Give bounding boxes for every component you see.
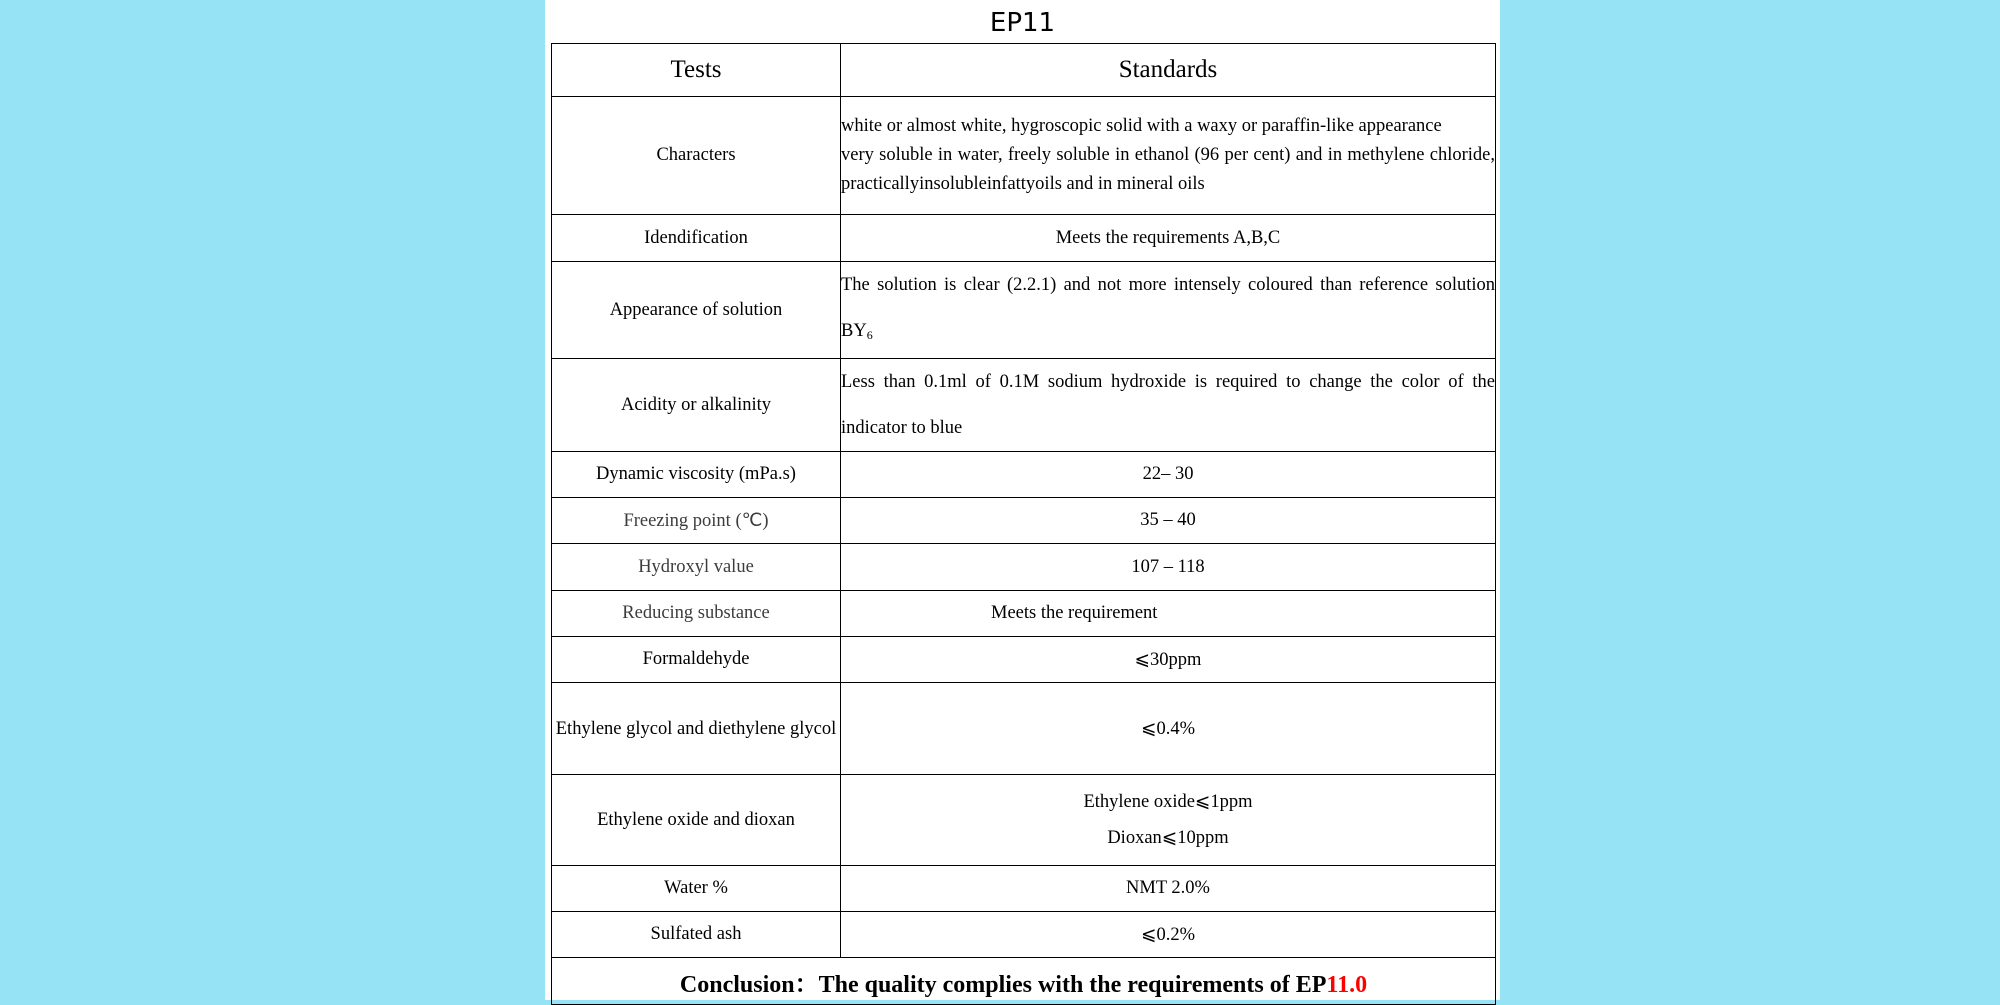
test-cell: Ethylene oxide and dioxan	[552, 775, 841, 866]
column-header-tests: Tests	[552, 44, 841, 97]
table-row	[552, 912, 1496, 958]
standard-cell: ⩽0.4%	[841, 683, 1496, 775]
test-cell: Water %	[552, 866, 841, 912]
test-cell: Formaldehyde	[552, 637, 841, 683]
standard-line: Dioxan⩽10ppm	[1107, 828, 1229, 848]
test-cell: Acidity or alkalinity	[552, 359, 841, 452]
standard-cell	[841, 262, 1496, 359]
standard-cell: Meets the requirements A,B,C	[841, 215, 1496, 262]
standard-cell: ⩽0.2%	[841, 912, 1496, 958]
table-row	[552, 498, 1496, 544]
standard-text: The solution is clear (2.2.1) and not more intensely coloured than reference solution BY	[841, 275, 1495, 341]
test-cell: Dynamic viscosity (mPa.s)	[552, 452, 841, 498]
test-cell: Freezing point (℃)	[552, 498, 841, 544]
test-cell: Hydroxyl value	[552, 544, 841, 591]
standard-line: Ethylene oxide⩽1ppm	[1083, 792, 1253, 812]
table-row	[552, 359, 1496, 452]
standard-cell: NMT 2.0%	[841, 866, 1496, 912]
conclusion-row	[552, 958, 1496, 1005]
specification-table	[551, 43, 1496, 1005]
table-row	[552, 262, 1496, 359]
standard-cell: ⩽30ppm	[841, 637, 1496, 683]
conclusion-version: 11.0	[1326, 971, 1368, 998]
table-row	[552, 97, 1496, 215]
standard-line: white or almost white, hygroscopic solid with a waxy or paraffin-like appearance	[841, 116, 1442, 136]
test-cell: Sulfated ash	[552, 912, 841, 958]
document-panel	[545, 0, 1500, 1000]
standard-cell: Meets the requirement	[841, 591, 1496, 637]
standard-line: very soluble in water, freely soluble in ethanol (96 per cent) and in methylene chloride, practicallyinsolubleinfattyoils and in mineral oils	[841, 145, 1495, 194]
table-row	[552, 591, 1496, 637]
table-row	[552, 544, 1496, 591]
test-cell: Idendification	[552, 215, 841, 262]
table-row	[552, 866, 1496, 912]
document-title: EP11	[989, 8, 1056, 38]
standard-subscript: 6	[866, 328, 873, 342]
standard-cell	[841, 97, 1496, 215]
column-header-standards: Standards	[841, 44, 1496, 97]
standard-cell: 22– 30	[841, 452, 1496, 498]
table-row	[552, 637, 1496, 683]
standard-cell: 35 – 40	[841, 498, 1496, 544]
standard-cell: 107 – 118	[841, 544, 1496, 591]
test-cell: Appearance of solution	[552, 262, 841, 359]
test-cell: Reducing substance	[552, 591, 841, 637]
standard-cell	[841, 775, 1496, 866]
test-cell: Characters	[552, 97, 841, 215]
test-cell: Ethylene glycol and diethylene glycol	[552, 683, 841, 775]
standard-cell: Less than 0.1ml of 0.1M sodium hydroxide is required to change the color of the indicator to blue	[841, 359, 1496, 452]
conclusion-text: Conclusion：The quality complies with the requirements of EP	[679, 971, 1327, 998]
table-row	[552, 775, 1496, 866]
table-header-row	[552, 44, 1496, 97]
conclusion-cell	[552, 958, 1496, 1005]
table-row	[552, 452, 1496, 498]
table-row	[552, 215, 1496, 262]
table-row	[552, 683, 1496, 775]
